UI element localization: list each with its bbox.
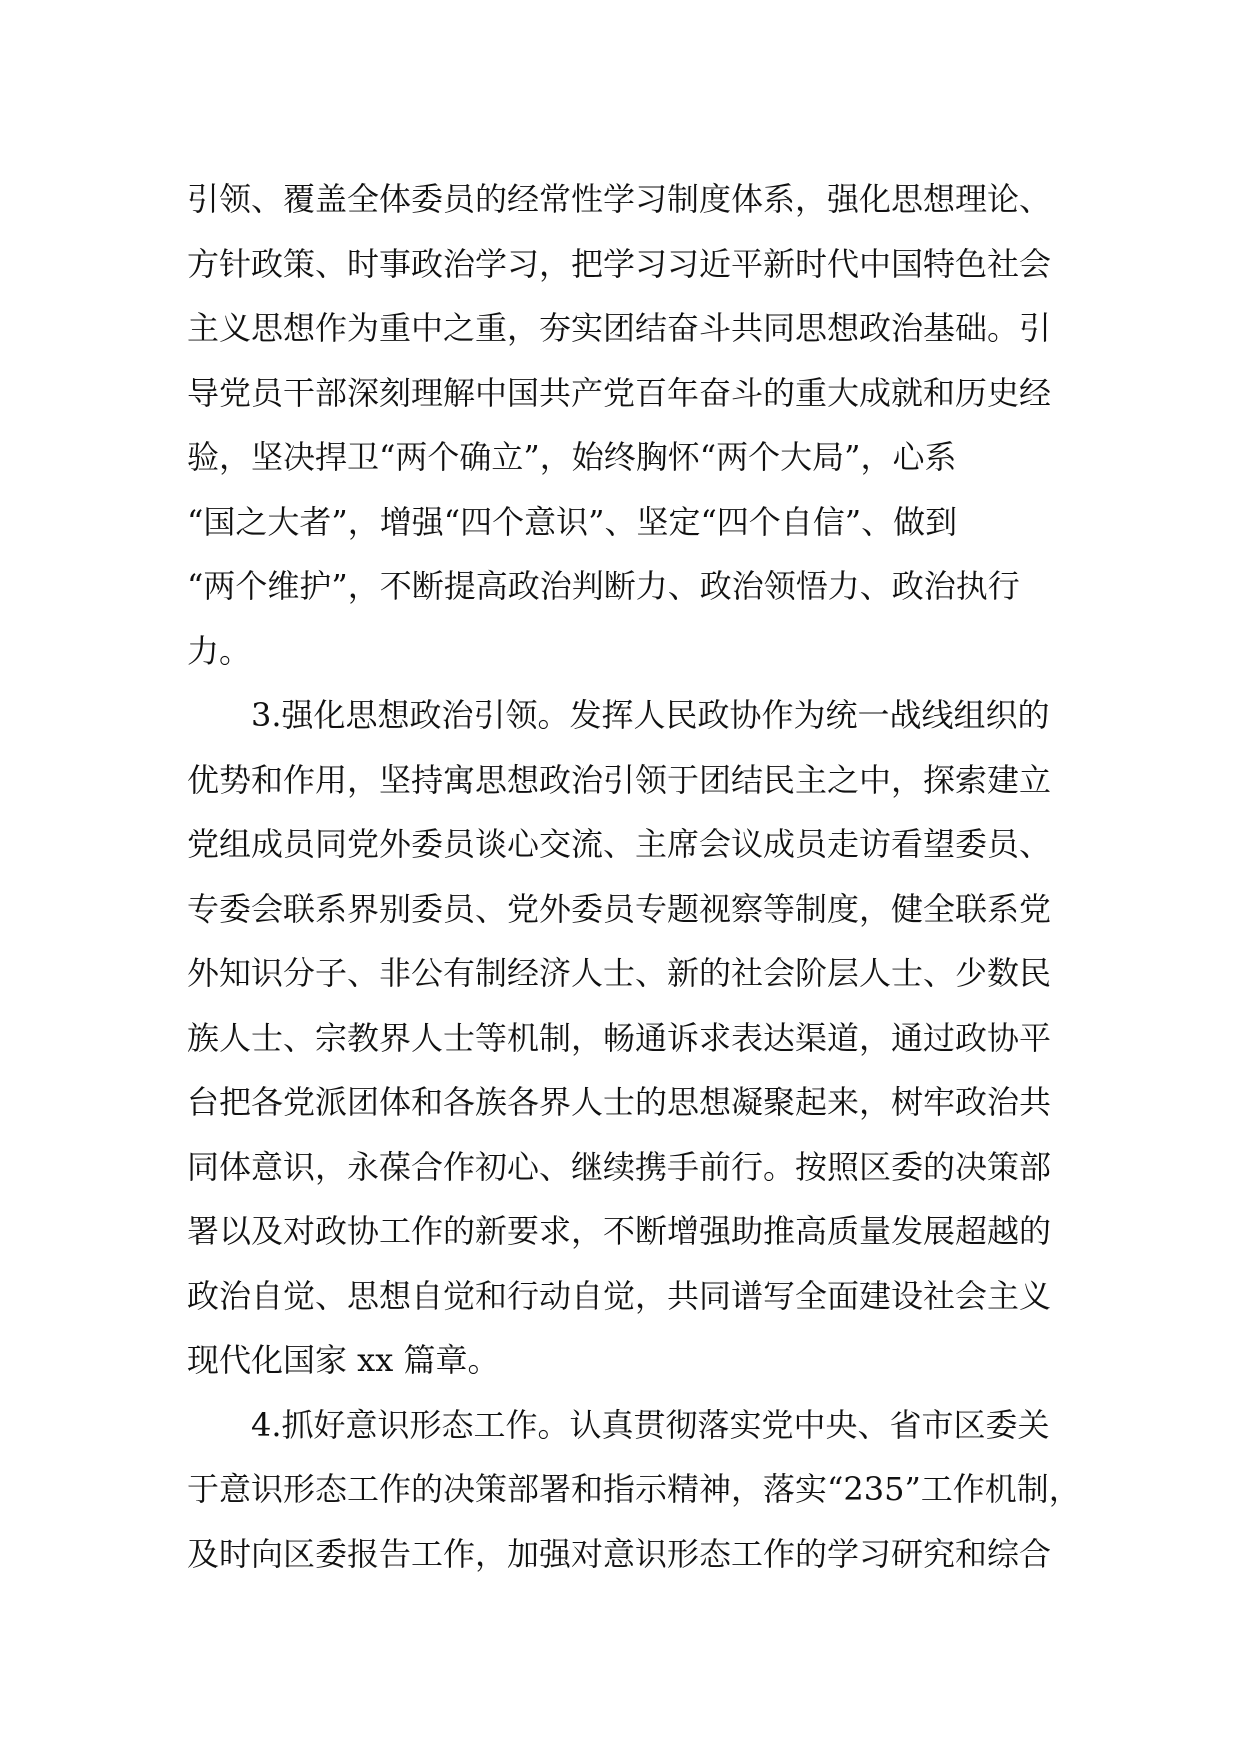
text-line: 外知识分子、非公有制经济人士、新的社会阶层人士、少数民 [187,954,1052,992]
text-line: 专委会联系界别委员、党外委员专题视察等制度，健全联系党 [187,889,1052,928]
paragraph-heading-line: 4.抓好意识形态工作。认真贯彻落实党中央、省市区委关 [251,1405,1050,1444]
paragraph-heading-line: 3.强化思想政治引领。发挥人民政协作为统一战线组织的 [251,696,1050,734]
text-line: 族人士、宗教界人士等机制，畅通诉求表达渠道，通过政协平 [187,1018,1052,1057]
text-line: 引领、覆盖全体委员的经常性学习制度体系，强化思想理论、 [187,180,1052,218]
text-line: 验，坚决捍卫“两个确立”，始终胸怀“两个大局”，心系 [187,438,957,476]
text-line: 方针政策、时事政治学习，把学习习近平新时代中国特色社会 [187,244,1052,283]
text-line: 优势和作用，坚持寓思想政治引领于团结民主之中，探索建立 [187,760,1052,799]
text-line: 主义思想作为重中之重，夯实团结奋斗共同思想政治基础。引 [187,309,1052,347]
text-line: 署以及对政协工作的新要求，不断增强助推高质量发展超越的 [187,1212,1052,1250]
body-text [187,167,1082,1586]
text-line: “两个维护”，不断提高政治判断力、政治领悟力、政治执行 [187,567,1020,605]
text-line: 现代化国家 xx 篇章。 [187,1341,500,1379]
text-line: 导党员干部深刻理解中国共产党百年奋斗的重大成就和历史经 [187,373,1052,412]
text-line: 于意识形态工作的决策部署和指示精神，落实“235”工作机制， [187,1470,1081,1508]
text-line: 台把各党派团体和各族各界人士的思想凝聚起来，树牢政治共 [187,1083,1052,1121]
text-line: 党组成员同党外委员谈心交流、主席会议成员走访看望委员、 [187,825,1052,863]
text-line: 同体意识，永葆合作初心、继续携手前行。按照区委的决策部 [187,1147,1052,1186]
text-line: 政治自觉、思想自觉和行动自觉，共同谱写全面建设社会主义 [187,1276,1052,1315]
text-line: 力。 [187,631,252,670]
text-line: 及时向区委报告工作，加强对意识形态工作的学习研究和综合 [187,1534,1052,1573]
text-line: “国之大者”，增强“四个意识”、坚定“四个自信”、做到 [187,502,958,541]
